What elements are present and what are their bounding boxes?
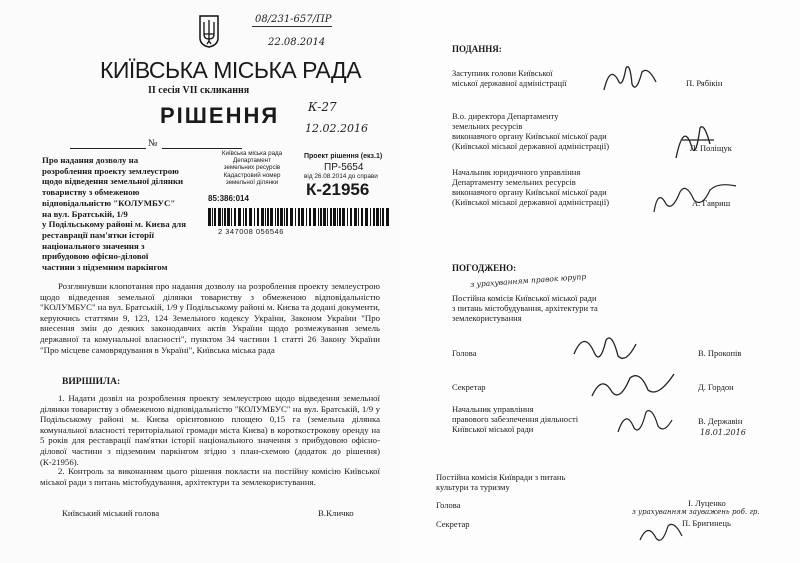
agreed-heading: ПОГОДЖЕНО: <box>452 263 517 273</box>
divider <box>252 26 332 27</box>
project-label: Проект рішення (екз.1) <box>304 153 383 160</box>
barcode-number: 2 347008 056546 <box>218 227 284 236</box>
head-name: В. Прокопів <box>698 348 742 358</box>
legal-support-date: 18.01.2016 <box>700 428 746 437</box>
session-label: ІІ сесія VІІ скликання <box>148 85 250 96</box>
signature-secretary <box>588 368 678 402</box>
signature-legal-support <box>614 404 674 438</box>
handwritten-date: 12.02.2016 <box>305 122 368 135</box>
culture-head-label: Голова <box>436 500 461 510</box>
number-blank-right <box>162 148 242 149</box>
registry-stamp <box>206 150 392 236</box>
decision-point-2: 2. Контроль за виконанням цього рішення покласти на постійну комісію Київської міської ради з питань містобудування, архітектури та землекористування. <box>40 466 380 487</box>
deputy-position: Заступник голови Київської міської державної адміністрації <box>452 68 567 88</box>
decision-point-1: 1. Надати дозвіл на розроблення проекту землеустрою щодо відведення земельної ділянки товариству з обмеженою відповідальністю "КОЛУМБУС" на вул. Братській, 1/9 у Подільському районі м. Києва орієнтовною площею 0,15 га (земельна ділянка комунальної власності територіальної громади міста Києва) в короткострокову оренду на 5 років для реставрації пам'ятки історії національного значення з прибудовою офісно-ділової частини з підземним паркінгом згідно з план-схемою (додаток до рішення) (К-21956). <box>40 393 380 467</box>
project-number: ПР-5654 <box>324 162 364 173</box>
coat-of-arms-icon <box>198 14 220 53</box>
urban-commission: Постійна комісія Київської міської ради з питань містобудування, архітектури та землекористування <box>452 293 598 323</box>
signature-acting-director <box>670 118 720 162</box>
document-type: РІШЕННЯ <box>160 103 280 128</box>
culture-commission: Постійна комісія Київради з питань культури та туризму <box>436 472 566 492</box>
legal-support-position: Начальник управління правового забезпечення діяльності Київської міської ради <box>452 404 579 434</box>
project-date: від 26.08.2014 до справи <box>304 173 378 180</box>
number-blank-left <box>70 148 146 149</box>
k-number: К-21956 <box>306 180 370 199</box>
signature-deputy <box>600 60 660 100</box>
culture-secretary-label: Секретар <box>436 519 470 529</box>
council-name: КИЇВСЬКА МІСЬКА РАДА <box>100 57 361 83</box>
legal-head-position: Начальник юридичного управління Департаменту земельних ресурсів виконавчого органу Київської міської ради (Київської міської державної адміністрації) <box>452 167 610 207</box>
signature-legal-head <box>650 178 740 218</box>
culture-head-name: І. Луценко <box>688 498 726 508</box>
acting-director-position: В.о. директора Департаменту земельних ресурсів виконавчого органу Київської міської ради (Київської міської державної адміністрації) <box>452 111 610 151</box>
decided-heading: ВИРІШИЛА: <box>62 377 121 387</box>
signature-commission-head <box>570 330 640 370</box>
cadastral-number: 85:386:014 <box>208 194 249 203</box>
legal-support-name: В. Державін <box>698 416 743 426</box>
handwritten-k: К-27 <box>308 100 337 114</box>
stamp-department: Київська міська рада Департамент земельних ресурсів Кадастровий номер земельної ділянки <box>221 150 283 186</box>
handwritten-note: з урахуванням правок юрупр <box>469 271 587 290</box>
approval-page <box>400 0 800 563</box>
preamble-text: Розглянувши клопотання про надання дозволу на розроблення проекту землеустрою щодо відведення земельної ділянки товариству з обмеженою відповідальністю "КОЛУМБУС" на вул. Братській, 1/9 у Подільському районі м. Києва та додані документи, керуючись статтями 9, 123, 124 Земельного кодексу України, Законом України "Про внесення змін до деяких законодавчих актів України щодо розмежування земель державної та комунальної власності", пунктом 34 частини 1 статті 26 Закону України "Про місцеве самоврядування в Україні", Київська міська рада <box>40 281 380 355</box>
number-sign: № <box>148 138 158 149</box>
secretary-label: Секретар <box>452 382 486 392</box>
acting-director-name: Л. Поліщук <box>690 143 732 153</box>
deputy-name: П. Рябікін <box>686 78 723 88</box>
mayor-title: Київський міський голова <box>62 508 160 518</box>
submission-heading: ПОДАННЯ: <box>452 44 502 54</box>
signature-culture-secretary <box>636 518 686 546</box>
secretary-name: Д. Гордон <box>698 382 734 392</box>
registration-number: 08/231-657/ПР <box>255 14 332 25</box>
culture-secretary-name: П. Бригинець <box>682 518 731 528</box>
decision-title: Про надання дозволу на розроблення проекту землеустрою щодо відведення земельної ділянки товариству з обмеженою відповідальністю "КОЛУМБУС" на вул. Братській, 1/9 у Подільському районі м. Києва для реставрації пам'ятки історії національного значення з прибудовою офісно-ділової частини з підземним паркінгом <box>42 155 186 273</box>
legal-head-name: А. Гавриш <box>692 198 731 208</box>
head-label: Голова <box>452 348 477 358</box>
registration-date: 22.08.2014 <box>268 37 326 48</box>
mayor-name: В.Кличко <box>318 508 354 518</box>
barcode <box>208 208 392 226</box>
culture-handwritten-note: з урахуванням зауважень роб. гр. <box>632 508 760 516</box>
